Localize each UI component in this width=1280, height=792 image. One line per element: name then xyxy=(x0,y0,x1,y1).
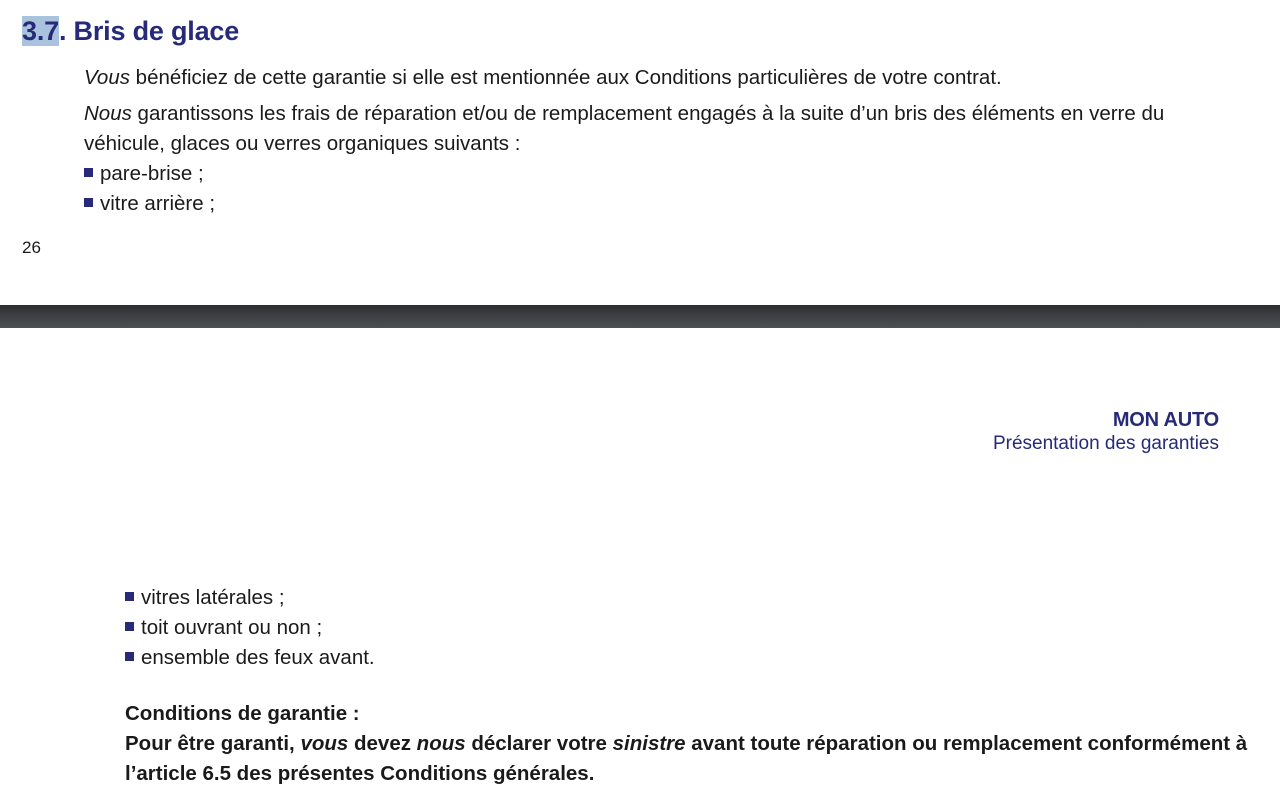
list-item-text: vitres latérales ; xyxy=(141,586,285,609)
conditions-text-part4: avant toute réparation ou remplacement conformément à l’article 6.5 des présentes Conditions générales. xyxy=(125,732,1248,785)
section-number: 3.7 xyxy=(22,16,59,46)
section-heading xyxy=(22,16,239,47)
list-item xyxy=(84,189,215,219)
square-bullet-icon xyxy=(125,592,134,601)
square-bullet-icon xyxy=(84,198,93,207)
page-header xyxy=(993,408,1219,456)
para1-lead: Vous xyxy=(84,66,130,89)
list-item xyxy=(84,159,215,189)
square-bullet-icon xyxy=(125,622,134,631)
document-page-top xyxy=(0,0,1280,305)
page-number: 26 xyxy=(22,238,41,257)
conditions-heading: Conditions de garantie : xyxy=(125,702,360,725)
square-bullet-icon xyxy=(84,168,93,177)
list-item-text: pare-brise ; xyxy=(100,162,204,185)
conditions-block xyxy=(125,699,1280,789)
para2-lead: Nous xyxy=(84,102,132,125)
conditions-text-part1: Pour être garanti, xyxy=(125,732,301,755)
list-item-text: toit ouvrant ou non ; xyxy=(141,616,323,639)
list-item-text: ensemble des feux avant. xyxy=(141,646,375,669)
glass-elements-list-bottom xyxy=(125,583,375,673)
header-subtitle: Présentation des garanties xyxy=(992,433,1219,454)
paragraph-coverage xyxy=(84,99,1194,159)
list-item-text: vitre arrière ; xyxy=(100,192,216,215)
list-item xyxy=(125,643,375,673)
paragraph-eligibility xyxy=(84,63,1002,93)
conditions-nous: nous xyxy=(416,732,466,755)
square-bullet-icon xyxy=(125,652,134,661)
list-item xyxy=(125,613,375,643)
list-item xyxy=(125,583,375,613)
conditions-text-part2: devez xyxy=(348,732,417,755)
conditions-text-part3: déclarer votre xyxy=(465,732,613,755)
para2-text: garantissons les frais de réparation et/ou de remplacement engagés à la suite d’un bris des éléments en verre du véhicule, glaces ou verres organiques suivants : xyxy=(84,102,1165,155)
conditions-sinistre: sinistre xyxy=(612,732,686,755)
page-separator xyxy=(0,305,1280,328)
para1-text: bénéficiez de cette garantie si elle est mentionnée aux Conditions particulières de votre contrat. xyxy=(129,66,1002,89)
section-title-text: . Bris de glace xyxy=(58,16,240,46)
header-title: MON AUTO xyxy=(1112,409,1219,431)
conditions-text xyxy=(125,729,1280,789)
conditions-vous: vous xyxy=(300,732,349,755)
glass-elements-list-top xyxy=(84,159,215,219)
